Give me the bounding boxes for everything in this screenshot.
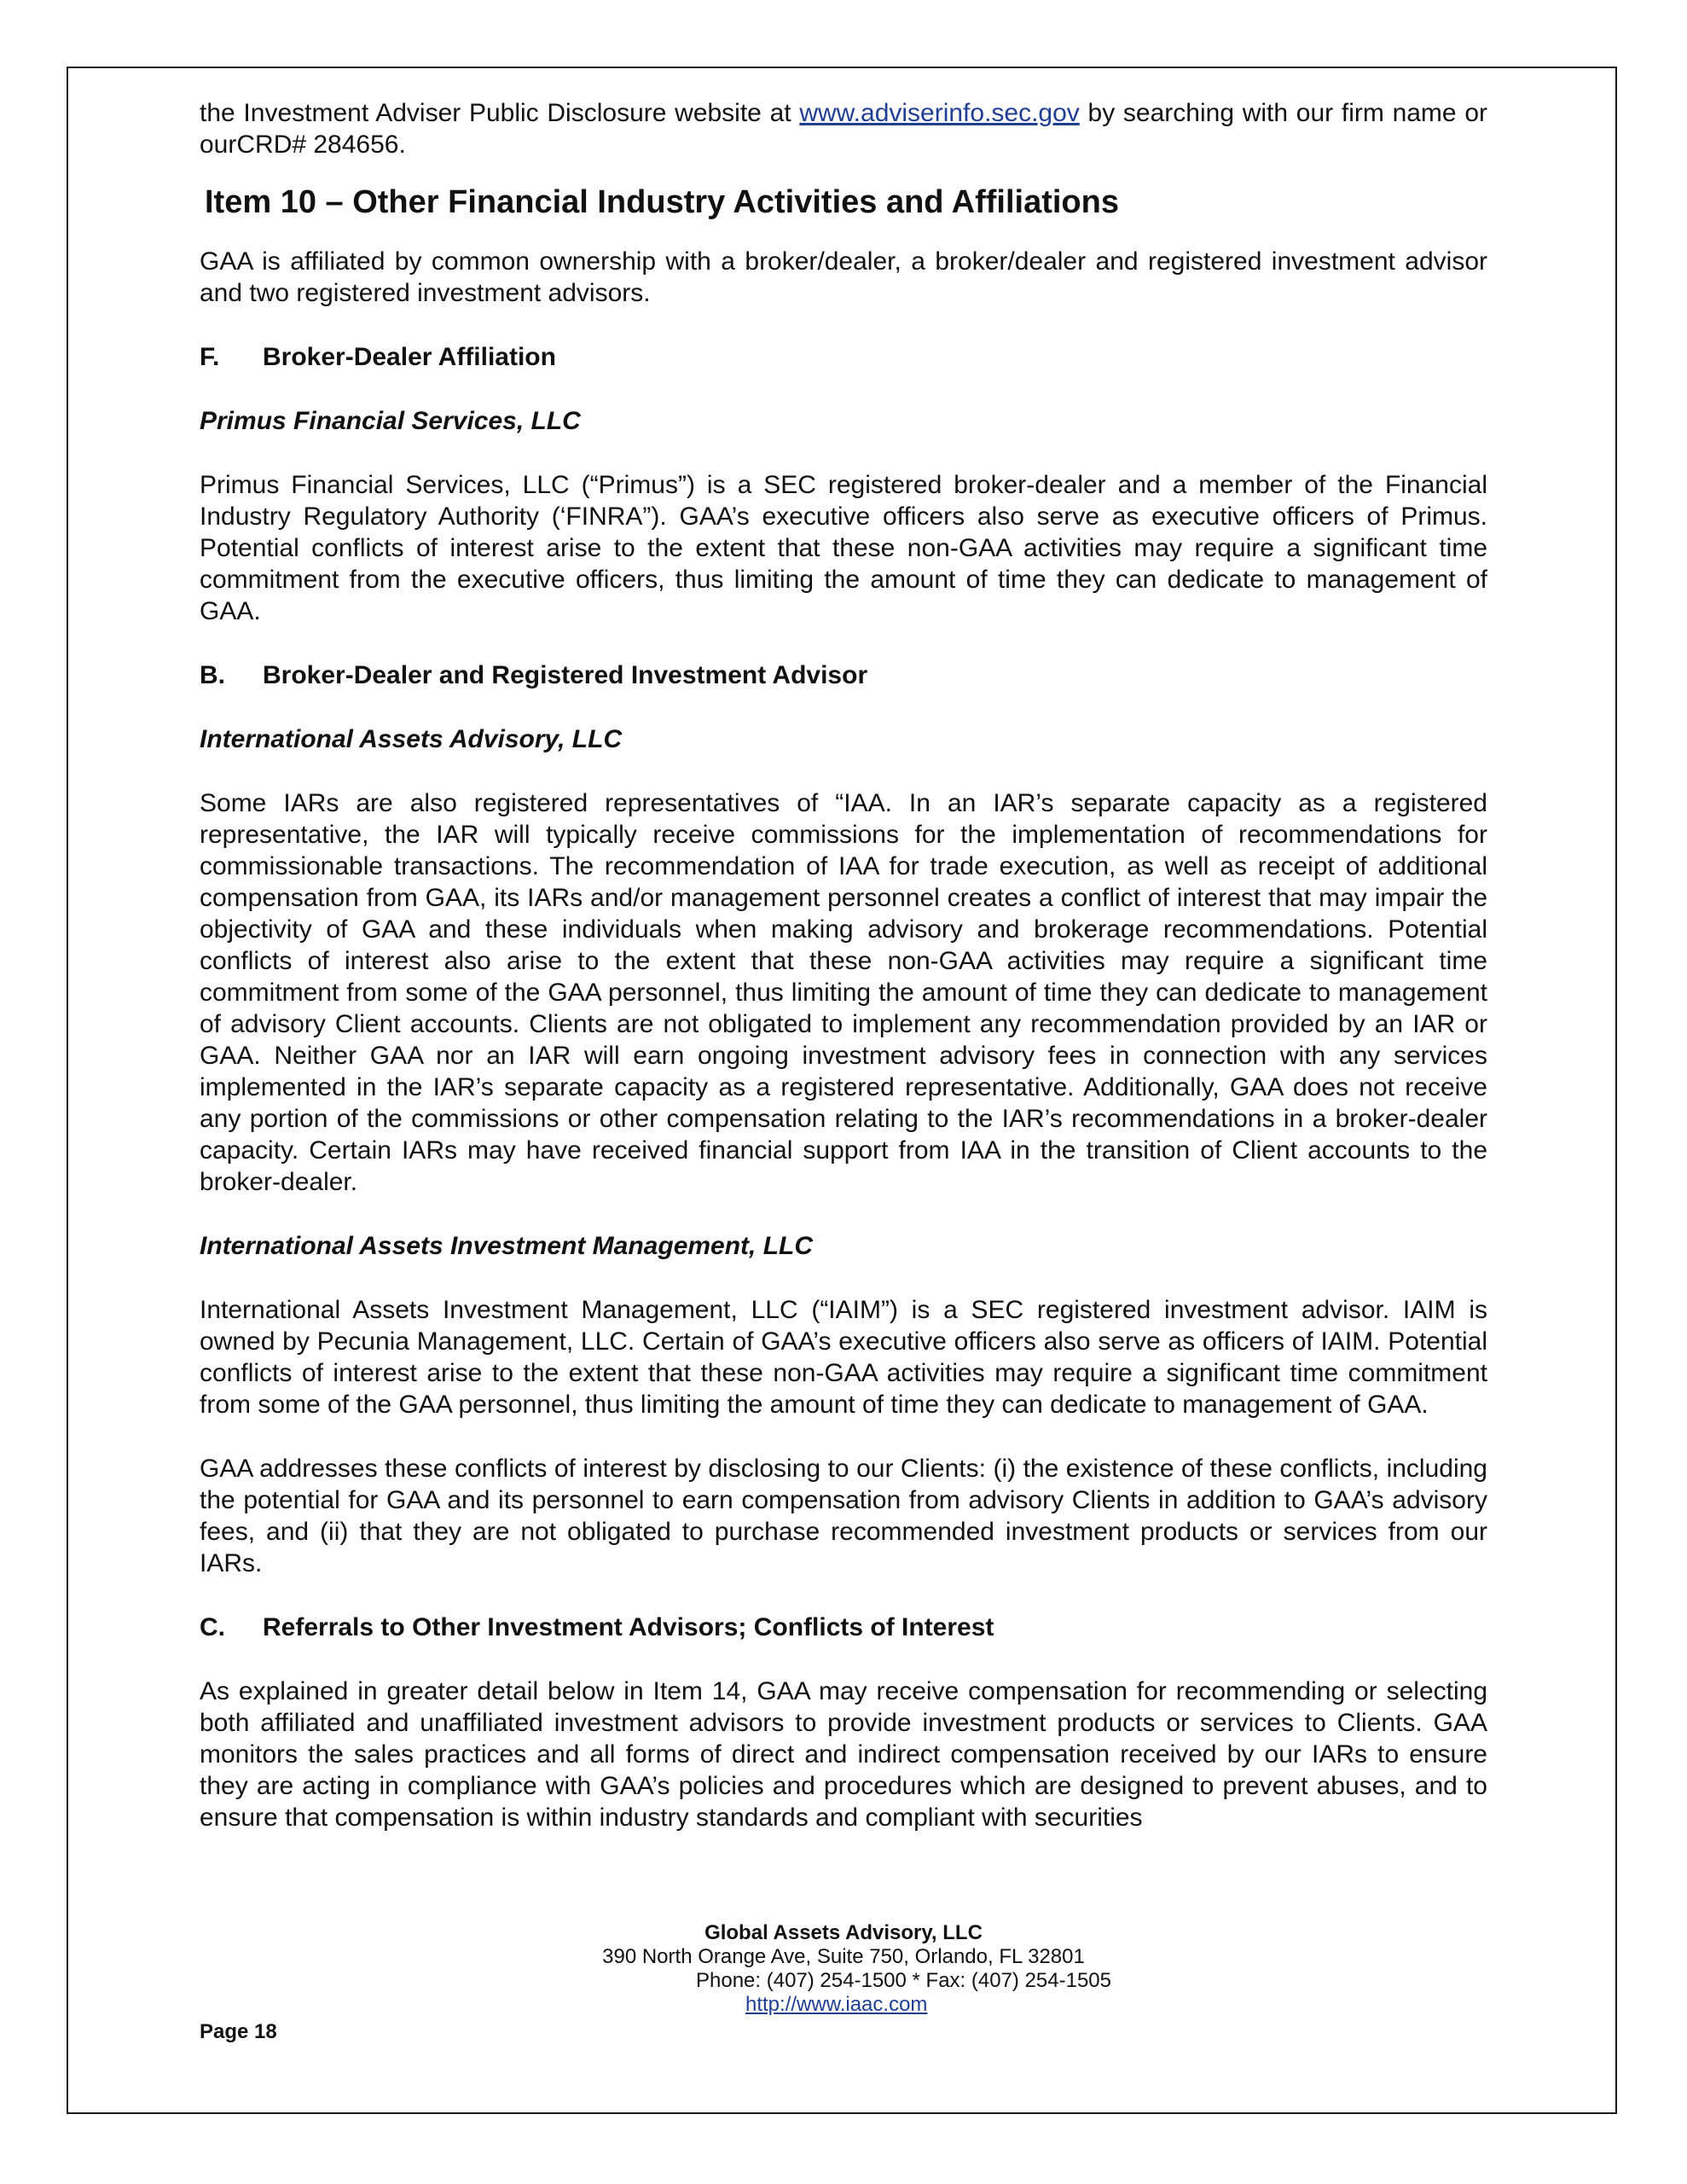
section-f-letter: F. (200, 343, 220, 371)
section-c-title: Referrals to Other Investment Advisors; Conflicts of Interest (263, 1613, 994, 1641)
section-c-letter: C. (200, 1613, 225, 1641)
section-f-subtitle: Primus Financial Services, LLC (200, 407, 581, 435)
section-f-title: Broker-Dealer Affiliation (263, 343, 556, 371)
page-number: Page 18 (200, 2020, 277, 2043)
section-f-body: Primus Financial Services, LLC (“Primus”) is a SEC registered broker-dealer and a member of the Financial Industry Regulatory Authority (‘FINRA”). GAA’s executive officers also serve as executive officers of Primus. Potential conflicts of interest arise to the extent that these non-GAA activities may require a significant time commitment from the executive officers, thus limiting the amount of time they can dedicate to management of GAA. (200, 471, 1487, 625)
page-footer (200, 1921, 1487, 2044)
document-body (200, 97, 1487, 1833)
footer-company: Global Assets Advisory, LLC (704, 1921, 983, 1944)
footer-website-link[interactable]: http://www.iaac.com (745, 1993, 928, 2016)
section-f-heading (200, 341, 1487, 373)
intro-text-before: the Investment Adviser Public Disclosure website at (200, 99, 800, 127)
footer-address: 390 North Orange Ave, Suite 750, Orlando, FL 32801 (602, 1945, 1085, 1968)
section-b-body-1: Some IARs are also registered representatives of “IAA. In an IAR’s separate capacity as a registered representative, the IAR will typically receive commissions for the implementation of recommendations for commissionable transactions. The recommendation of IAA for trade execution, as well as receipt of additional compensation from GAA, its IARs and/or management personnel creates a conflict of interest that may impair the objectivity of GAA and these individuals when making advisory and brokerage recommendations. Potential conflicts of interest also arise to the extent that these non-GAA activities may require a significant time commitment from some of the GAA personnel, thus limiting the amount of time they can dedicate to management of advisory Client accounts. Clients are not obligated to implement any recommendation provided by an IAR or GAA. Neither GAA nor an IAR will earn ongoing investment advisory fees in connection with any services implemented in the IAR’s separate capacity as a registered representative. Additionally, GAA does not receive any portion of the commissions or other compensation relating to the IAR’s recommendations in a broker-dealer capacity. Certain IARs may have received financial support from IAA in the transition of Client accounts to the broker-dealer. (200, 789, 1487, 1196)
intro-paragraph (200, 97, 1487, 160)
section-b-subtitle-2: International Assets Investment Management, LLC (200, 1232, 814, 1260)
footer-phone: Phone: (407) 254-1500 * Fax: (407) 254-1505 (696, 1969, 1111, 1992)
section-c-heading (200, 1612, 1487, 1643)
section-b-title: Broker-Dealer and Registered Investment Advisor (263, 661, 868, 689)
section-b-body-3: GAA addresses these conflicts of interest by disclosing to our Clients: (i) the existence of these conflicts, including the potential for GAA and its personnel to earn compensation from advisory Clients in addition to GAA’s advisory fees, and (ii) that they are not obligated to purchase recommended investment products or services from our IARs. (200, 1455, 1487, 1577)
section-b-body-2: International Assets Investment Management, LLC (“IAIM”) is a SEC registered investment advisor. IAIM is owned by Pecunia Management, LLC. Certain of GAA’s executive officers also serve as officers of IAIM. Potential conflicts of interest arise to the extent that these non-GAA activities may require a significant time commitment from some of the GAA personnel, thus limiting the amount of time they can dedicate to management of GAA. (200, 1296, 1487, 1419)
intro-text-after: by searching with our firm name or ourCRD# 284656. (200, 99, 1488, 159)
section-b-subtitle-1: International Assets Advisory, LLC (200, 725, 623, 753)
section-c-body: As explained in greater detail below in Item 14, GAA may receive compensation for recommending or selecting both affiliated and unaffiliated investment advisors to provide investment products or services to Clients. GAA monitors the sales practices and all forms of direct and indirect compensation received by our IARs to ensure they are acting in compliance with GAA’s policies and procedures which are designed to prevent abuses, and to ensure that compensation is within industry standards and compliant with securities (200, 1677, 1487, 1832)
summary-paragraph: GAA is affiliated by common ownership with a broker/dealer, a broker/dealer and registered investment advisor and two registered investment advisors. (200, 247, 1487, 307)
adviserinfo-link[interactable]: www.adviserinfo.sec.gov (799, 99, 1080, 127)
item-heading: Item 10 – Other Financial Industry Activities and Affiliations (205, 184, 1119, 220)
section-b-heading (200, 659, 1487, 691)
section-b-letter: B. (200, 661, 225, 689)
